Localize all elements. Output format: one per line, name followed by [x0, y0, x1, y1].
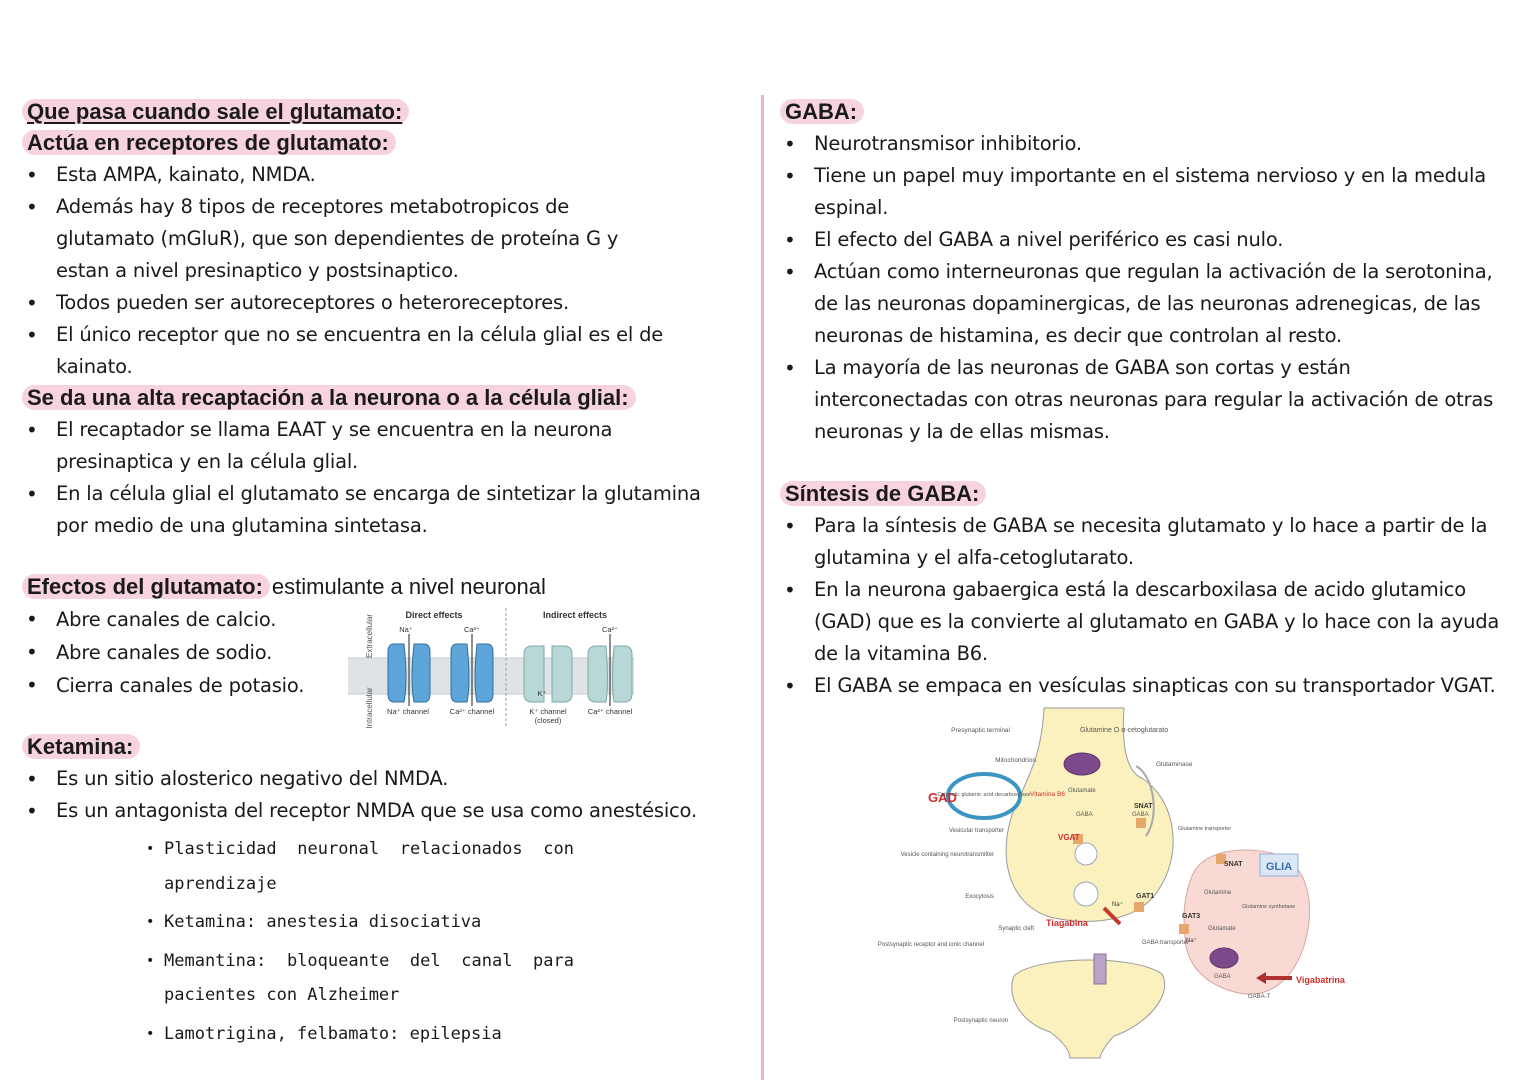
synaptic-cleft-label: Synaptic cleft [998, 926, 1034, 932]
ca-channel-label: Ca²⁺ channel [449, 707, 495, 716]
presynaptic-label: Presynaptic terminal [951, 727, 1010, 734]
gaba-synapse-figure [877, 706, 1354, 1058]
cytosolic-label: Cytosolic glutamic acid decarboxylase [937, 792, 1031, 798]
glia-glutamate-label: Glutamate [1208, 926, 1236, 932]
ca-channel-direct-icon [451, 634, 493, 706]
bullet-list-ketamina [22, 763, 734, 827]
ion-ca-direct-label: Ca²⁺ [463, 625, 481, 634]
ca-channel-indirect-label: Ca²⁺ channel [587, 707, 633, 716]
list-item: • El efecto del GABA a nivel periférico es casi nulo. [780, 224, 1502, 256]
ion-na-label: Na⁺ [399, 625, 413, 634]
bullet-list-recaptacion [22, 414, 734, 542]
list-item: • Abre canales de calcio. [22, 603, 322, 636]
section-title-recaptacion: Se da una alta recaptación a la neurona o a la célula glial: [22, 383, 636, 413]
gaba-t-label: GABA-T [1248, 994, 1271, 1000]
bullet-list-gaba [780, 128, 1502, 448]
list-item: • Tiene un papel muy importante en el sistema nervioso y en la medula espinal. [780, 160, 1504, 224]
k-channel-closed-label: (closed) [534, 716, 562, 725]
list-item: • Además hay 8 tipos de receptores metabotropicos de glutamato (mGluR), que son dependientes de proteína G y estan a nivel presinaptico y postsinaptico. [22, 191, 656, 287]
gaba-transporter-label: GABA transporter [1142, 940, 1190, 946]
list-item: • Cierra canales de potasio. [22, 669, 322, 702]
gat3-label: GAT3 [1182, 913, 1201, 920]
tiagabina-label: Tiagabina [1046, 918, 1088, 928]
gaba-presynaptic-label: GABA [1076, 812, 1093, 818]
glutaminase-label: Glutaminase [1156, 761, 1193, 768]
column-divider [761, 95, 764, 1080]
na-glia-label: Na⁺ [1186, 938, 1197, 944]
list-item: • Es un antagonista del receptor NMDA que se usa como anestésico. [22, 795, 734, 827]
glutamine-top-label: Glutamine O α-cetoglutarato [1080, 727, 1169, 734]
glutamine-transporter-label: Glutamine transporter [1178, 826, 1232, 832]
intracellular-label: Intracellular [365, 687, 374, 729]
list-item: • Actúan como interneuronas que regulan la activación de la serotonina, de las neuronas dopaminergicas, de las neuronas adrenegicas, de las neuronas de histamina, es decir que controlan al resto. [780, 256, 1502, 352]
postsynaptic-receptor-label: Postsynaptic receptor and ionic channel [877, 942, 984, 948]
ion-channel-figure [342, 604, 642, 730]
vigabatrina-label: Vigabatrina [1296, 975, 1345, 985]
na-presynaptic-label: Na⁺ [1112, 902, 1123, 908]
list-item: • El GABA se empaca en vesículas sinapticas con su transportador VGAT. [780, 670, 1502, 702]
section-title-gaba: GABA: [780, 97, 864, 127]
list-item: • La mayoría de las neuronas de GABA son cortas y están interconectadas con otras neuronas para regular la activación de otras neuronas y la de ellas mismas. [780, 352, 1502, 448]
gat1-label: GAT1 [1136, 893, 1155, 900]
glutamine-synthetase-label: Glutamine synthetase [1242, 904, 1296, 910]
sub-bullet-list-ketamina [144, 832, 574, 1055]
list-item: • En la neurona gabaergica está la descarboxilasa de acido glutamico (GAD) que es la convierte al glutamato en GABA y lo hace con la ayuda de la vitamina B6. [780, 574, 1502, 670]
na-channel-label: Na⁺ channel [387, 707, 429, 716]
section-title-ketamina: Ketamina: [22, 732, 140, 762]
ion-k-label: K⁺ [537, 689, 547, 698]
section-title-glutamato: Que pasa cuando sale el glutamato: [22, 97, 409, 127]
vesicle-label: Vesicle containing neurotransmitter [900, 852, 994, 858]
bullet-list-efectos [22, 603, 322, 702]
mitochondrion-label: Mitochondrion [995, 757, 1036, 764]
glia-gaba-label: GABA [1214, 974, 1231, 980]
bullet-list-receptores [22, 159, 734, 383]
indirect-effects-label: Indirect effects [542, 610, 608, 620]
vesicular-transporter-label: Vesicular transporter [948, 828, 1004, 834]
bullet-list-sintesis [780, 510, 1502, 702]
k-channel-label: K⁺ channel [529, 707, 567, 716]
glia-label: GLIA [1265, 861, 1293, 873]
vgat-label: VGAT [1058, 833, 1080, 842]
list-item: • El único receptor que no se encuentra en la célula glial es el de kainato. [22, 319, 734, 383]
section-title-efectos: Efectos del glutamato: estimulante a nivel neuronal [22, 572, 546, 602]
exocytosis-label: Exocytosis [965, 894, 994, 900]
list-item: • En la célula glial el glutamato se encarga de sintetizar la glutamina por medio de una glutamina sintetasa. [22, 478, 734, 542]
gad-label: GAD [928, 790, 957, 805]
section-title-sintesis-gaba: Síntesis de GABA: [780, 479, 986, 509]
list-item: • Para la síntesis de GABA se necesita glutamato y lo hace a partir de la glutamina y el alfa-cetoglutarato. [780, 510, 1502, 574]
snat-presynaptic-label: SNAT [1134, 803, 1153, 810]
section-subtitle-receptores: Actúa en receptores de glutamato: [22, 128, 396, 158]
list-item: • Lamotrigina, felbamato: epilepsia [144, 1017, 574, 1052]
glia-glutamine-label: Glutamine [1204, 890, 1232, 896]
glutamate-label: Glutamate [1068, 788, 1096, 794]
list-item: • El recaptador se llama EAAT y se encuentra en la neurona presinaptica y en la célula glial. [22, 414, 716, 478]
snat-glia-label: SNAT [1224, 861, 1243, 868]
extracellular-label: Extracellular [365, 613, 374, 659]
list-item: • Abre canales de sodio. [22, 636, 322, 669]
list-item: • Memantina: bloqueante del canal para pacientes con Alzheimer [144, 944, 574, 1013]
list-item: • Neurotransmisor inhibitorio. [780, 128, 1502, 160]
ion-ca-indirect-label: Ca²⁺ [601, 625, 619, 634]
postsynaptic-neuron-label: Postsynaptic neuron [953, 1018, 1008, 1024]
list-item: • Plasticidad neuronal relacionados con aprendizaje [144, 832, 574, 901]
list-item: • Esta AMPA, kainato, NMDA. [22, 159, 734, 191]
list-item: • Es un sitio alosterico negativo del NMDA. [22, 763, 734, 795]
direct-effects-label: Direct effects [405, 610, 463, 620]
list-item: • Todos pueden ser autoreceptores o heteroreceptores. [22, 287, 734, 319]
list-item: • Ketamina: anestesia disociativa [144, 905, 574, 940]
gaba-cleft-label: GABA [1132, 812, 1149, 818]
vitamina-b6-label: Vitamina B6 [1030, 791, 1065, 798]
na-channel-icon [388, 634, 430, 706]
ca-channel-indirect-icon [588, 634, 632, 706]
